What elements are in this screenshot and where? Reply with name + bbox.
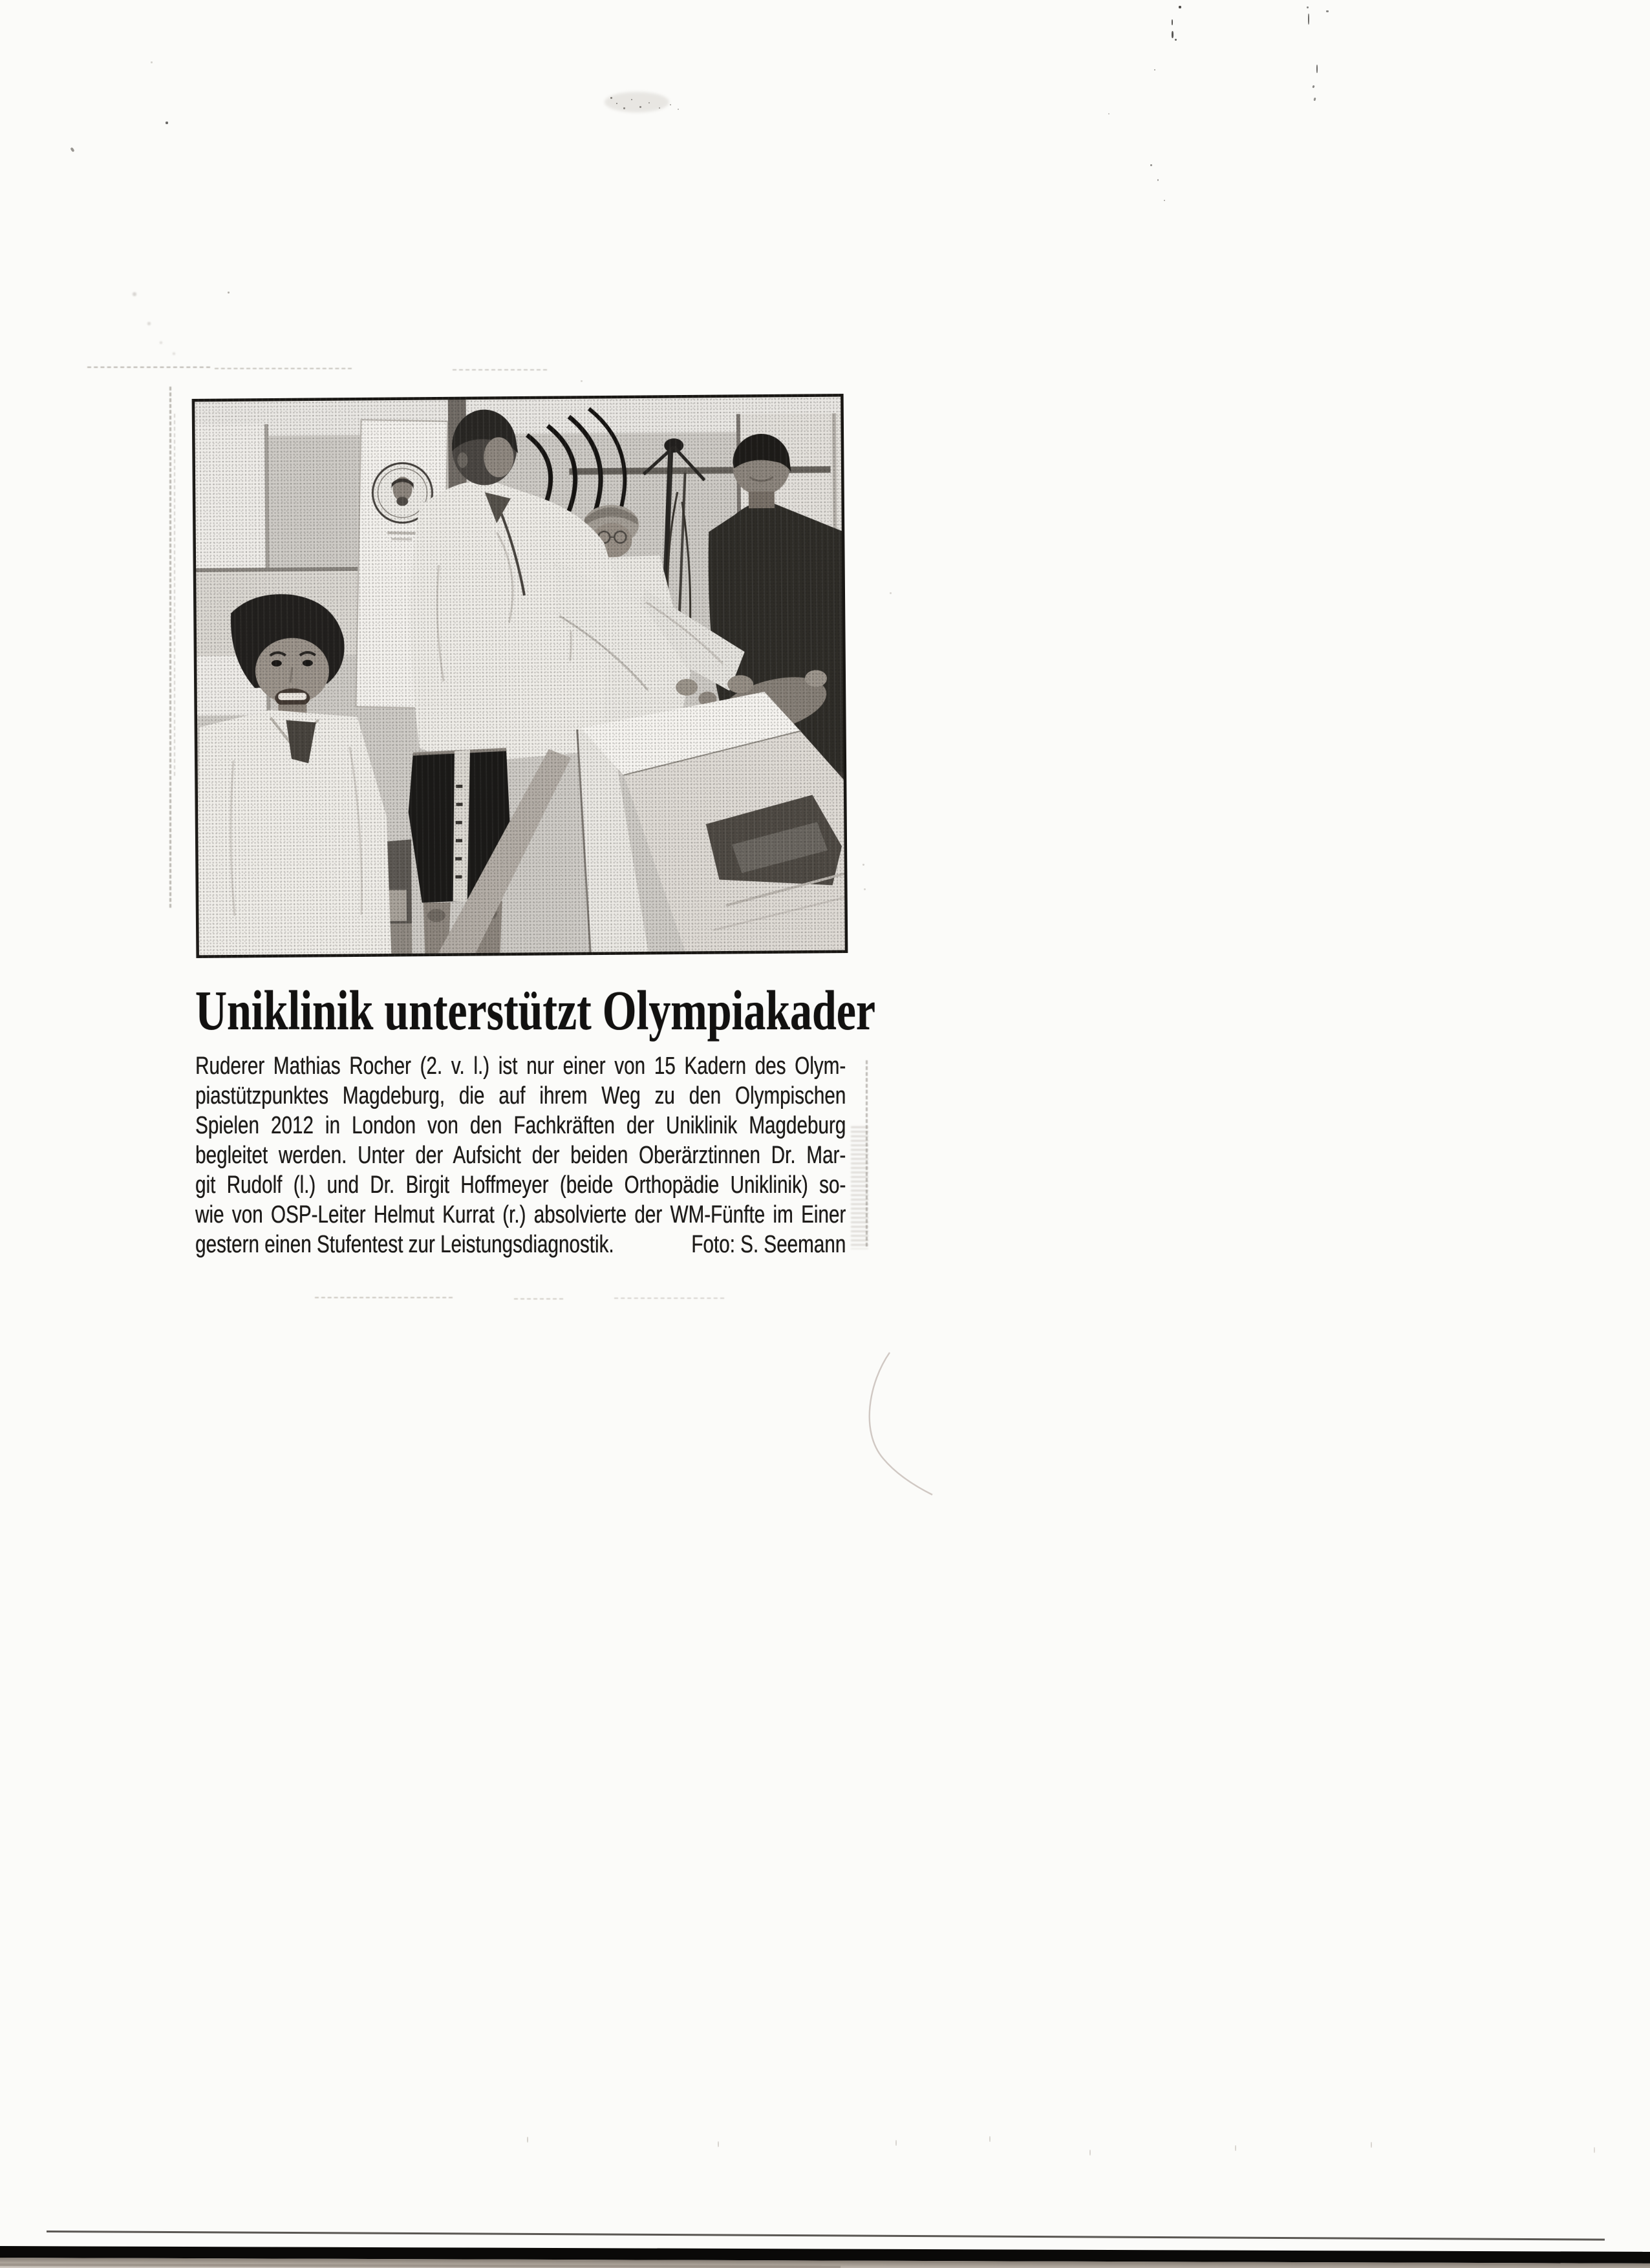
scan-speck (989, 2136, 991, 2142)
scan-speck (228, 292, 230, 294)
scan-speck (151, 61, 153, 63)
scan-speck (678, 109, 679, 110)
scan-speck (1326, 10, 1329, 12)
scan-speck (1172, 31, 1173, 38)
scan-speck (670, 104, 671, 105)
scan-speck (147, 322, 151, 325)
scan-speck (718, 2141, 719, 2147)
scanner-edge-line (47, 2231, 1605, 2241)
scan-speck (623, 107, 625, 109)
tear-edge-bottom (614, 1298, 724, 1299)
scan-speck (1164, 200, 1165, 201)
scan-speck (1089, 2150, 1091, 2156)
caption-line-3: Spielen 2012 in London von den Fachkräften der Uniklinik Magdeburg (195, 1112, 846, 1139)
scan-speck (1316, 65, 1318, 73)
headline-text: Uniklinik unterstützt Olympiakader (195, 979, 875, 1042)
tear-edge-top (453, 369, 547, 370)
caption-line-6: wie von OSP-Leiter Helmut Kurrat (r.) absolvierte der WM-Fünfte im Einer (195, 1201, 846, 1228)
scan-speck (1235, 2145, 1236, 2151)
halftone-overlay (192, 394, 848, 958)
tear-edge-left (174, 414, 175, 776)
scan-speck (864, 888, 866, 890)
tear-edge-left (169, 387, 171, 908)
scan-speck (166, 122, 168, 124)
caption-line-1: Ruderer Mathias Rocher (2. v. l.) ist nur einer von 15 Kadern des Olym- (195, 1053, 846, 1080)
scan-speck (1371, 2142, 1372, 2148)
scan-speck (1179, 6, 1181, 8)
scan-speck (862, 864, 864, 866)
photo-credit: Foto: S. Seemann (691, 1231, 846, 1258)
scan-speck (1172, 19, 1173, 25)
scan-speck (616, 103, 617, 104)
scan-speck (631, 99, 632, 100)
scan-speck (1157, 179, 1159, 181)
scan-speck (895, 2140, 897, 2146)
caption (195, 1051, 846, 1259)
caption-last-line (195, 1230, 846, 1259)
scan-speck (1150, 164, 1152, 166)
tear-edge-right-smudge (851, 1126, 868, 1249)
scan-speck (581, 380, 583, 382)
tear-edge-top (215, 368, 352, 369)
scan-speck (1594, 2147, 1595, 2153)
scan-speck (527, 2137, 528, 2143)
scan-speck (648, 102, 650, 103)
scan-speck (1108, 113, 1109, 114)
caption-line-4: begleitet werden. Unter der Aufsicht der beiden Oberärztinnen Dr. Mar- (195, 1142, 846, 1169)
scan-speck (890, 592, 892, 594)
tear-edge-top (87, 367, 210, 368)
scan-speck (173, 352, 175, 355)
scan-speck (1313, 98, 1316, 102)
scan-speck (1154, 69, 1155, 70)
caption-line-5: git Rudolf (l.) und Dr. Birgit Hoffmeyer (beide Orthopädie Uniklinik) so- (195, 1171, 846, 1199)
scan-speck (610, 97, 612, 99)
scan-speck (659, 107, 660, 109)
tear-edge-bottom (514, 1298, 563, 1300)
scan-speck (1312, 85, 1314, 89)
news-photo (192, 394, 848, 958)
scan-speck (1307, 6, 1309, 8)
caption-line-2: piastützpunktes Magdeburg, die auf ihrem Weg zu den Olympischen (195, 1082, 846, 1109)
caption-last-text: gestern einen Stufentest zur Leistungsdiagnostik. (195, 1231, 614, 1258)
scan-speck (605, 92, 669, 112)
scan-speck (1308, 14, 1309, 25)
scan-speck (160, 341, 162, 344)
headline (195, 979, 875, 1044)
scan-speck (70, 147, 74, 152)
tear-edge-bottom (315, 1297, 453, 1298)
scan-speck (1175, 39, 1177, 41)
pen-arc-mark (855, 1349, 939, 1499)
scan-speck (639, 106, 641, 108)
scan-speck (133, 292, 136, 296)
